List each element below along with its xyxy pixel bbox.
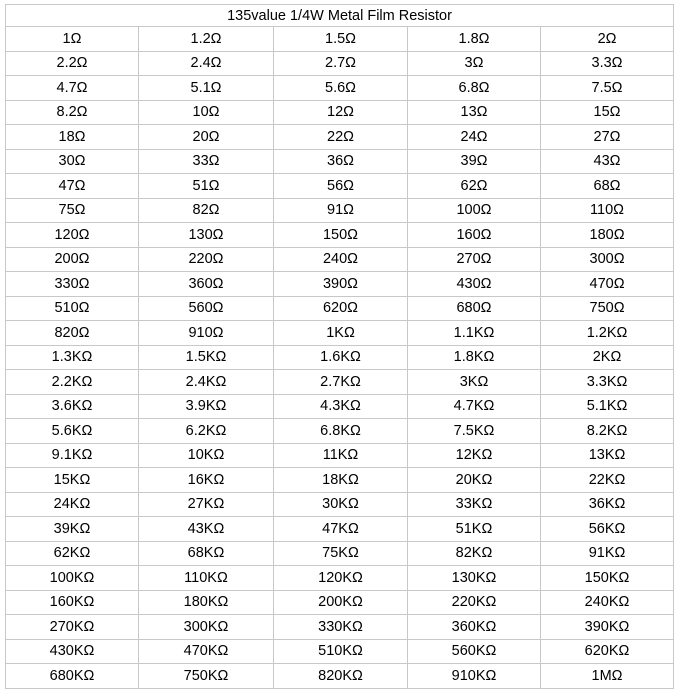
resistor-value-sheet	[5, 4, 673, 689]
table-row	[6, 321, 674, 346]
resistor-value-cell: 100KΩ	[6, 566, 139, 591]
resistor-value-cell: 910KΩ	[408, 664, 541, 689]
resistor-value-cell: 3.6KΩ	[6, 394, 139, 419]
table-row	[6, 272, 674, 297]
resistor-value-cell: 1.1KΩ	[408, 321, 541, 346]
table-row	[6, 370, 674, 395]
resistor-value-cell: 2.2KΩ	[6, 370, 139, 395]
resistor-value-cell: 430KΩ	[6, 639, 139, 664]
resistor-value-cell: 4.3KΩ	[274, 394, 408, 419]
resistor-value-cell: 18KΩ	[274, 468, 408, 493]
table-row	[6, 566, 674, 591]
resistor-value-cell: 470KΩ	[139, 639, 274, 664]
resistor-value-cell: 7.5KΩ	[408, 419, 541, 444]
resistor-value-cell: 2Ω	[541, 27, 674, 52]
title-row	[6, 5, 674, 27]
resistor-value-cell: 12KΩ	[408, 443, 541, 468]
resistor-value-cell: 3.3Ω	[541, 51, 674, 76]
resistor-value-cell: 2.2Ω	[6, 51, 139, 76]
resistor-value-cell: 7.5Ω	[541, 76, 674, 101]
resistor-value-cell: 22Ω	[274, 125, 408, 150]
resistor-value-cell: 1KΩ	[274, 321, 408, 346]
resistor-value-cell: 240KΩ	[541, 590, 674, 615]
resistor-value-cell: 110KΩ	[139, 566, 274, 591]
resistor-value-cell: 680Ω	[408, 296, 541, 321]
resistor-value-cell: 620KΩ	[541, 639, 674, 664]
resistor-value-cell: 120Ω	[6, 223, 139, 248]
resistor-value-cell: 75Ω	[6, 198, 139, 223]
resistor-value-cell: 680KΩ	[6, 664, 139, 689]
resistor-value-cell: 47KΩ	[274, 517, 408, 542]
table-row	[6, 394, 674, 419]
resistor-value-cell: 6.8KΩ	[274, 419, 408, 444]
resistor-value-cell: 8.2KΩ	[541, 419, 674, 444]
resistor-value-cell: 100Ω	[408, 198, 541, 223]
table-row	[6, 51, 674, 76]
table-row	[6, 590, 674, 615]
resistor-value-cell: 510Ω	[6, 296, 139, 321]
resistor-value-cell: 13KΩ	[541, 443, 674, 468]
resistor-value-cell: 150Ω	[274, 223, 408, 248]
resistor-value-cell: 8.2Ω	[6, 100, 139, 125]
resistor-value-cell: 5.1Ω	[139, 76, 274, 101]
resistor-value-cell: 2.4Ω	[139, 51, 274, 76]
resistor-value-cell: 2KΩ	[541, 345, 674, 370]
table-row	[6, 27, 674, 52]
table-row	[6, 541, 674, 566]
resistor-value-cell: 16KΩ	[139, 468, 274, 493]
resistor-value-cell: 430Ω	[408, 272, 541, 297]
resistor-value-cell: 62KΩ	[6, 541, 139, 566]
table-row	[6, 149, 674, 174]
resistor-value-cell: 1.8KΩ	[408, 345, 541, 370]
resistor-value-cell: 820Ω	[6, 321, 139, 346]
table-row	[6, 639, 674, 664]
resistor-value-cell: 11KΩ	[274, 443, 408, 468]
resistor-value-cell: 1.2Ω	[139, 27, 274, 52]
table-row	[6, 517, 674, 542]
resistor-value-cell: 20Ω	[139, 125, 274, 150]
resistor-value-cell: 43Ω	[541, 149, 674, 174]
resistor-value-cell: 390Ω	[274, 272, 408, 297]
table-row	[6, 345, 674, 370]
resistor-value-cell: 330KΩ	[274, 615, 408, 640]
resistor-value-cell: 12Ω	[274, 100, 408, 125]
resistor-value-cell: 240Ω	[274, 247, 408, 272]
resistor-value-cell: 18Ω	[6, 125, 139, 150]
resistor-value-cell: 36Ω	[274, 149, 408, 174]
resistor-value-cell: 27KΩ	[139, 492, 274, 517]
table-row	[6, 223, 674, 248]
resistor-value-cell: 5.6Ω	[274, 76, 408, 101]
resistor-value-cell: 9.1KΩ	[6, 443, 139, 468]
table-row	[6, 198, 674, 223]
table-row	[6, 76, 674, 101]
resistor-value-cell: 220KΩ	[408, 590, 541, 615]
resistor-value-cell: 560KΩ	[408, 639, 541, 664]
resistor-value-cell: 160KΩ	[6, 590, 139, 615]
resistor-value-cell: 3.9KΩ	[139, 394, 274, 419]
resistor-value-cell: 300KΩ	[139, 615, 274, 640]
resistor-value-cell: 510KΩ	[274, 639, 408, 664]
resistor-value-cell: 1.2KΩ	[541, 321, 674, 346]
resistor-value-cell: 3.3KΩ	[541, 370, 674, 395]
resistor-value-cell: 330Ω	[6, 272, 139, 297]
resistor-value-cell: 39Ω	[408, 149, 541, 174]
resistor-value-cell: 2.7KΩ	[274, 370, 408, 395]
resistor-value-cell: 20KΩ	[408, 468, 541, 493]
resistor-value-cell: 13Ω	[408, 100, 541, 125]
table-row	[6, 419, 674, 444]
resistor-value-cell: 6.2KΩ	[139, 419, 274, 444]
resistor-value-cell: 130KΩ	[408, 566, 541, 591]
resistor-value-cell: 62Ω	[408, 174, 541, 199]
resistor-value-cell: 1.5Ω	[274, 27, 408, 52]
resistor-value-cell: 51KΩ	[408, 517, 541, 542]
resistor-value-cell: 470Ω	[541, 272, 674, 297]
resistor-value-cell: 160Ω	[408, 223, 541, 248]
resistor-value-cell: 1Ω	[6, 27, 139, 52]
resistor-value-cell: 15KΩ	[6, 468, 139, 493]
resistor-value-cell: 27Ω	[541, 125, 674, 150]
resistor-value-cell: 24Ω	[408, 125, 541, 150]
resistor-value-cell: 10KΩ	[139, 443, 274, 468]
resistor-value-cell: 15Ω	[541, 100, 674, 125]
table-row	[6, 125, 674, 150]
table-row	[6, 296, 674, 321]
resistor-value-cell: 30KΩ	[274, 492, 408, 517]
table-row	[6, 174, 674, 199]
table-row	[6, 664, 674, 689]
resistor-value-cell: 560Ω	[139, 296, 274, 321]
resistor-value-cell: 390KΩ	[541, 615, 674, 640]
resistor-value-cell: 10Ω	[139, 100, 274, 125]
resistor-value-cell: 68Ω	[541, 174, 674, 199]
table-body	[6, 5, 674, 689]
resistor-value-cell: 91Ω	[274, 198, 408, 223]
resistor-value-cell: 36KΩ	[541, 492, 674, 517]
resistor-value-cell: 750KΩ	[139, 664, 274, 689]
resistor-value-cell: 200KΩ	[274, 590, 408, 615]
resistor-value-cell: 33KΩ	[408, 492, 541, 517]
resistor-value-cell: 1.6KΩ	[274, 345, 408, 370]
resistor-value-cell: 82Ω	[139, 198, 274, 223]
resistor-value-cell: 220Ω	[139, 247, 274, 272]
resistor-value-cell: 91KΩ	[541, 541, 674, 566]
resistor-value-cell: 82KΩ	[408, 541, 541, 566]
resistor-value-cell: 2.4KΩ	[139, 370, 274, 395]
resistor-value-cell: 56KΩ	[541, 517, 674, 542]
resistor-value-cell: 6.8Ω	[408, 76, 541, 101]
resistor-value-cell: 68KΩ	[139, 541, 274, 566]
table-row	[6, 468, 674, 493]
resistor-value-cell: 33Ω	[139, 149, 274, 174]
resistor-value-cell: 360KΩ	[408, 615, 541, 640]
resistor-value-cell: 5.1KΩ	[541, 394, 674, 419]
table-title: 135value 1/4W Metal Film Resistor	[6, 5, 674, 27]
resistor-value-cell: 1MΩ	[541, 664, 674, 689]
resistor-value-cell: 75KΩ	[274, 541, 408, 566]
table-row	[6, 443, 674, 468]
table-row	[6, 100, 674, 125]
resistor-value-cell: 200Ω	[6, 247, 139, 272]
resistor-value-cell: 5.6KΩ	[6, 419, 139, 444]
resistor-value-cell: 820KΩ	[274, 664, 408, 689]
resistor-value-cell: 110Ω	[541, 198, 674, 223]
resistor-value-cell: 180Ω	[541, 223, 674, 248]
resistor-value-cell: 39KΩ	[6, 517, 139, 542]
resistor-value-cell: 300Ω	[541, 247, 674, 272]
resistor-value-cell: 2.7Ω	[274, 51, 408, 76]
resistor-value-cell: 47Ω	[6, 174, 139, 199]
resistor-value-cell: 56Ω	[274, 174, 408, 199]
resistor-value-table	[5, 4, 674, 689]
resistor-value-cell: 120KΩ	[274, 566, 408, 591]
resistor-value-cell: 270Ω	[408, 247, 541, 272]
table-row	[6, 247, 674, 272]
resistor-value-cell: 4.7KΩ	[408, 394, 541, 419]
resistor-value-cell: 43KΩ	[139, 517, 274, 542]
resistor-value-cell: 4.7Ω	[6, 76, 139, 101]
resistor-value-cell: 270KΩ	[6, 615, 139, 640]
resistor-value-cell: 3KΩ	[408, 370, 541, 395]
resistor-value-cell: 1.8Ω	[408, 27, 541, 52]
resistor-value-cell: 150KΩ	[541, 566, 674, 591]
table-row	[6, 492, 674, 517]
resistor-value-cell: 51Ω	[139, 174, 274, 199]
resistor-value-cell: 1.5KΩ	[139, 345, 274, 370]
resistor-value-cell: 1.3KΩ	[6, 345, 139, 370]
resistor-value-cell: 750Ω	[541, 296, 674, 321]
resistor-value-cell: 24KΩ	[6, 492, 139, 517]
resistor-value-cell: 620Ω	[274, 296, 408, 321]
resistor-value-cell: 3Ω	[408, 51, 541, 76]
resistor-value-cell: 360Ω	[139, 272, 274, 297]
resistor-value-cell: 180KΩ	[139, 590, 274, 615]
resistor-value-cell: 30Ω	[6, 149, 139, 174]
table-row	[6, 615, 674, 640]
resistor-value-cell: 130Ω	[139, 223, 274, 248]
resistor-value-cell: 22KΩ	[541, 468, 674, 493]
resistor-value-cell: 910Ω	[139, 321, 274, 346]
